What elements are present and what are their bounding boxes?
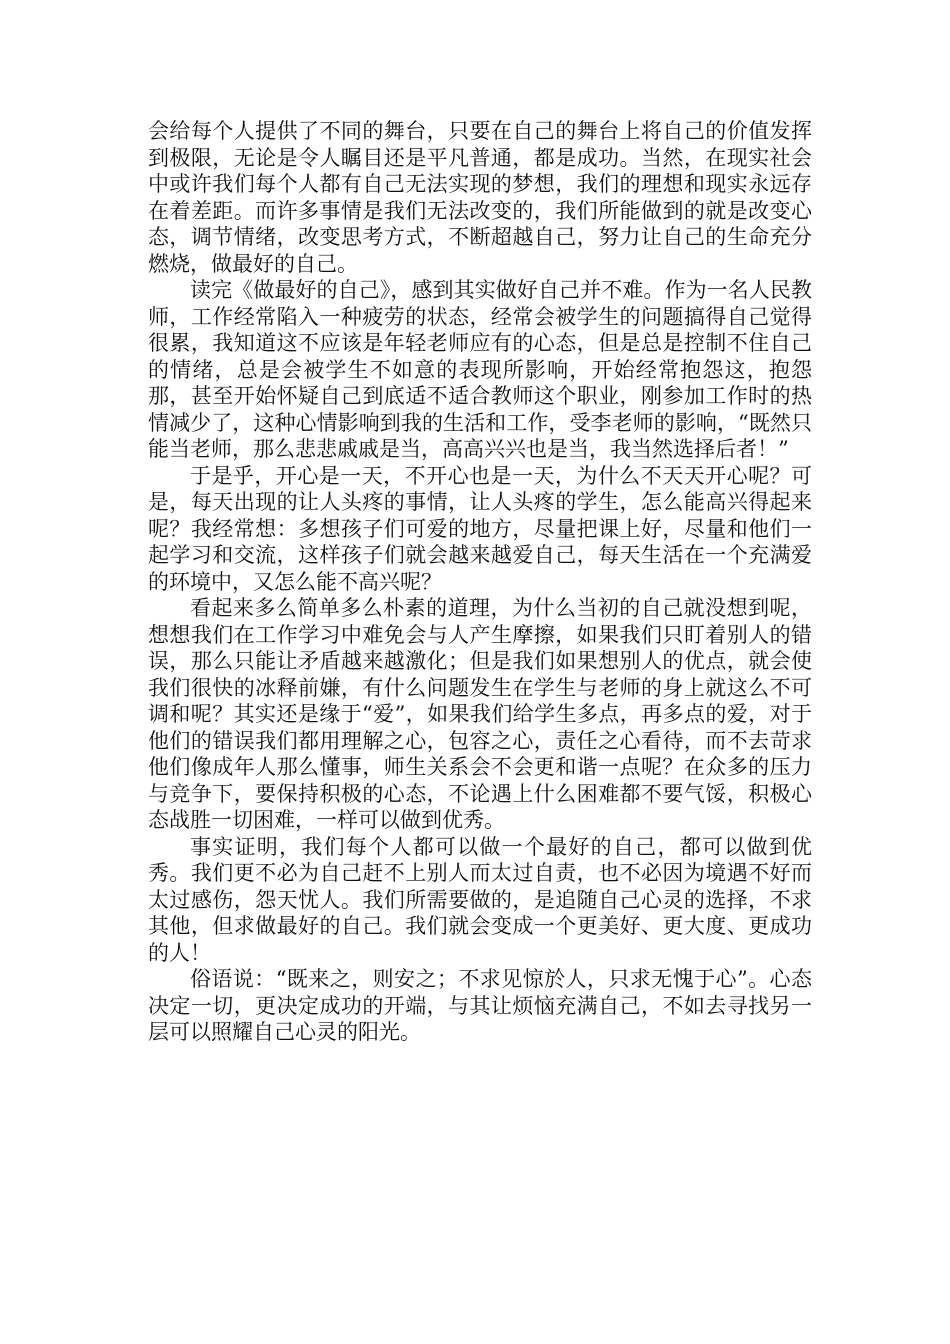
paragraph-5: 事实证明，我们每个人都可以做一个最好的自己，都可以做到优秀。我们更不必为自己赶不上别人而太过自责，也不必因为境遇不好而太过感伤，怨天忧人。我们所需要做的，是追随自己心灵的选择，不求其他，但求做最好的自己。我们就会变成一个更美好、更大度、更成功的人！ (148, 834, 812, 965)
paragraph-2: 读完《做最好的自己》，感到其实做好自己并不难。作为一名人民教师，工作经常陷入一种疲劳的状态，经常会被学生的问题搞得自己觉得很累，我知道这不应该是年轻老师应有的心态，但是总是控制不住自己的情绪，总是会被学生不如意的表现所影响，开始经常抱怨这，抱怨那，甚至开始怀疑自己到底适不适合教师这个职业，刚参加工作时的热情减少了，这种心情影响到我的生活和工作，受李老师的影响，“既然只能当老师，那么悲悲戚戚是当，高高兴兴也是当，我当然选择后者！” (148, 278, 812, 461)
paragraph-1: 会给每个人提供了不同的舞台，只要在自己的舞台上将自己的价值发挥到极限，无论是令人瞩目还是平凡普通，都是成功。当然，在现实社会中或许我们每个人都有自己无法实现的梦想，我们的理想和现实永远存在着差距。而许多事情是我们无法改变的，我们所能做到的就是改变心态，调节情绪，改变思考方式，不断超越自己，努力让自己的生命充分燃烧，做最好的自己。 (148, 119, 812, 276)
paragraph-4: 看起来多么简单多么朴素的道理，为什么当初的自己就没想到呢，想想我们在工作学习中难免会与人产生摩擦，如果我们只盯着别人的错误，那么只能让矛盾越来越激化；但是我们如果想别人的优点，就会使我们很快的冰释前嫌，有什么问题发生在学生与老师的身上就这么不可调和呢？其实还是缘于“爱”，如果我们给学生多点，再多点的爱，对于他们的错误我们都用理解之心，包容之心，责任之心看待，而不去苛求他们像成年人那么懂事，师生关系会不会更和谐一点呢？在众多的压力与竞争下，要保持积极的心态，不论遇上什么困难都不要气馁，积极心态战胜一切困难，一样可以做到优秀。 (148, 596, 812, 832)
paragraph-6: 俗语说：“既来之，则安之；不求见惊於人，只求无愧于心”。心态决定一切，更决定成功的开端，与其让烦恼充满自己，不如去寻找另一层可以照耀自己心灵的阳光。 (148, 967, 812, 1044)
document-body (148, 118, 812, 1046)
paragraph-3: 于是乎，开心是一天，不开心也是一天，为什么不天天开心呢？可是，每天出现的让人头疼的事情，让人头疼的学生，怎么能高兴得起来呢？我经常想：多想孩子们可爱的地方，尽量把课上好，尽量和他们一起学习和交流，这样孩子们就会越来越爱自己，每天生活在一个充满爱的环境中，又怎么能不高兴呢？ (148, 463, 812, 594)
